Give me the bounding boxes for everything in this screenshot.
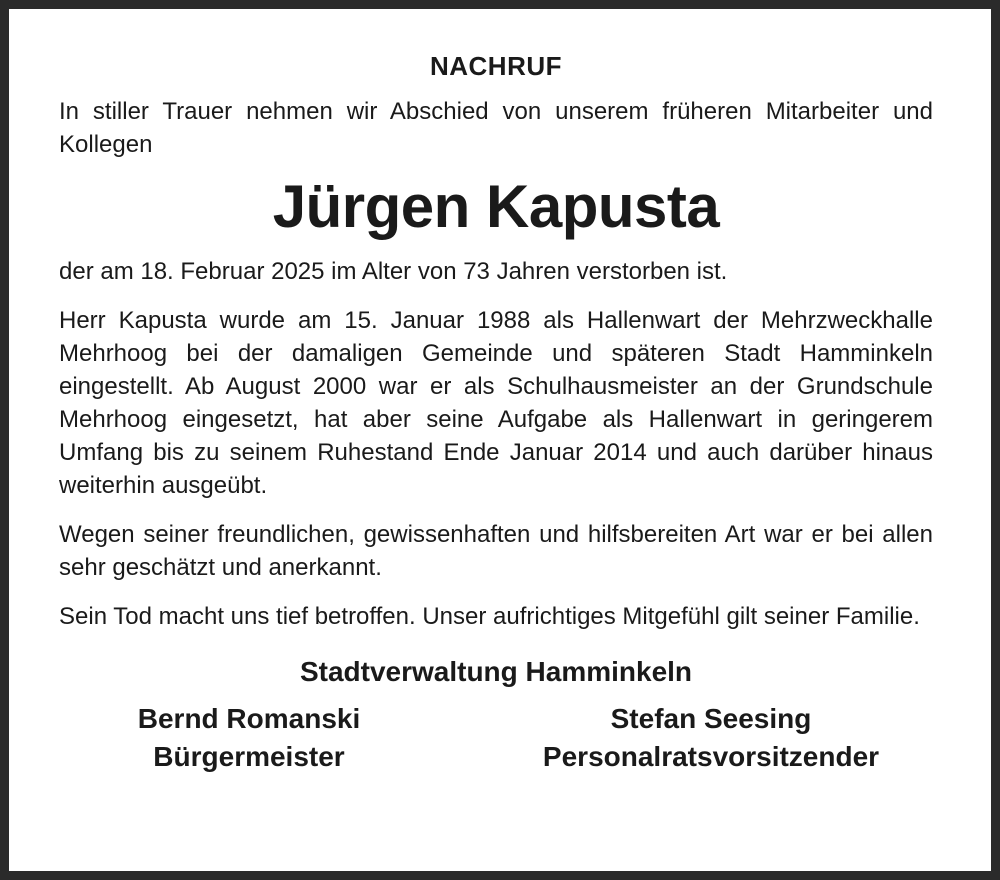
notice-content xyxy=(59,49,933,780)
notice-heading: NACHRUF xyxy=(429,51,563,81)
signatory-left xyxy=(99,700,399,776)
signatory-title: Personalratsvorsitzender xyxy=(542,741,880,772)
deceased-name: Jürgen Kapusta xyxy=(272,173,720,240)
signatory-title: Bürgermeister xyxy=(153,741,345,772)
signatory-right xyxy=(491,700,931,776)
closing-paragraph: Sein Tod macht uns tief betroffen. Unser aufrichtiges Mitgefühl gilt seiner Familie. xyxy=(59,603,920,630)
signatories xyxy=(59,700,933,780)
character-paragraph: Wegen seiner freundlichen, gewissenhaften und hilfsbereiten Art war er bei allen sehr geschätzt und anerkannt. xyxy=(59,521,933,581)
death-line: der am 18. Februar 2025 im Alter von 73 Jahren verstorben ist. xyxy=(59,258,728,285)
intro-text: In stiller Trauer nehmen wir Abschied von unserem früheren Mitarbeiter und Kollegen xyxy=(59,98,933,158)
signatory-name: Stefan Seesing xyxy=(610,703,812,734)
organization-name: Stadtverwaltung Hamminkeln xyxy=(299,656,693,687)
signatory-name: Bernd Romanski xyxy=(137,703,361,734)
biography-paragraph: Herr Kapusta wurde am 15. Januar 1988 als Hallenwart der Mehrzweckhalle Mehrhoog bei der damaligen Gemeinde und späteren Stadt Hamminkeln eingestellt. Ab August 2000 war er als Schulhausmeister an der Grundschule Mehrhoog eingesetzt, hat aber seine Aufgabe als Hallenwart in geringerem Umfang bis zu seinem Ruhestand Ende Januar 2014 und auch darüber hinaus weiterhin ausgeübt. xyxy=(59,307,933,499)
